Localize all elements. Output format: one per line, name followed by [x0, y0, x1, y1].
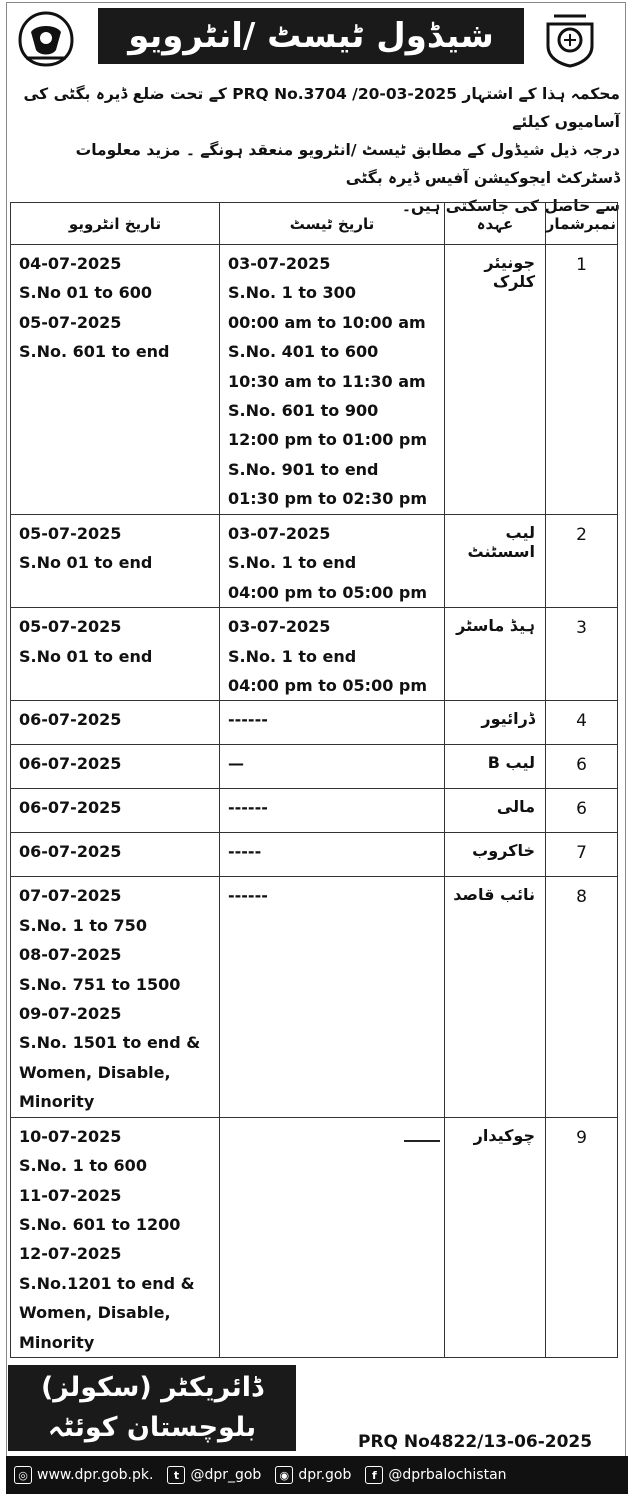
table-row [11, 1117, 618, 1357]
interview-line: 09-07-2025 [19, 1004, 122, 1024]
post-cell: نائب قاصد [445, 877, 546, 1117]
header-serial: نمبرشمار [546, 203, 618, 245]
test-cell [220, 608, 445, 701]
interview-line: S.No. 751 to 1500 [19, 974, 181, 994]
post-cell: چوکیدار [445, 1117, 546, 1357]
interview-line: Women, Disable, [19, 1062, 171, 1082]
interview-line: 06-07-2025 [19, 842, 122, 862]
serial-cell: 4 [546, 701, 618, 745]
signature-line-1: ڈائریکٹر (سکولز) [40, 1372, 264, 1403]
interview-line: Minority [19, 1332, 95, 1352]
test-line: S.No. 1 to end [228, 553, 357, 573]
test-line: S.No. 1 to end [228, 646, 357, 666]
signature-line-2: بلوچستان کوئٹہ [47, 1412, 257, 1443]
serial-cell: 6 [546, 745, 618, 789]
right-emblem-logo [540, 10, 600, 68]
interview-line: 06-07-2025 [19, 798, 122, 818]
test-cell [220, 701, 445, 745]
dash-line [404, 1140, 440, 1142]
interview-cell [11, 608, 220, 701]
intro-line-2: درجہ ذیل شیڈول کے مطابق ٹیسٹ /انٹرویو منعقد ہونگے ۔ مزید معلومات ڈسٹرکٹ ایجوکیشن آفیس ڈیرہ بگٹی [75, 141, 620, 187]
left-emblem-logo [16, 10, 76, 68]
test-cell [220, 245, 445, 515]
test-line: S.No. 601 to 900 [228, 401, 379, 421]
interview-line: S.No.1201 to end & [19, 1273, 195, 1293]
interview-cell [11, 745, 220, 789]
intro-paragraph [10, 80, 620, 220]
intro-line-1: محکمہ ہذا کے اشتہار PRQ No.3704 /20-03-2025 کے تحت ضلع ڈیرہ بگٹی کی آسامیوں کیلئے [23, 85, 620, 131]
facebook-item[interactable] [365, 1466, 506, 1484]
post-cell: جونیئر کلرک [445, 245, 546, 515]
interview-line: S.No. 1501 to end & [19, 1033, 201, 1053]
interview-line: Minority [19, 1092, 95, 1112]
serial-cell: 6 [546, 789, 618, 833]
interview-line: 05-07-2025 [19, 617, 122, 637]
table-header-row [11, 203, 618, 245]
serial-cell: 8 [546, 877, 618, 1117]
test-line: 12:00 pm to 01:00 pm [228, 430, 428, 450]
serial-cell: 2 [546, 515, 618, 608]
interview-line: S.No 01 to end [19, 553, 153, 573]
twitter-item[interactable] [167, 1466, 261, 1484]
interview-line: S.No. 1 to 750 [19, 915, 147, 935]
interview-line: Women, Disable, [19, 1303, 171, 1323]
test-line: 01:30 pm to 02:30 pm [228, 489, 428, 509]
table-row [11, 515, 618, 608]
test-line: S.No. 401 to 600 [228, 342, 379, 362]
instagram-text[interactable]: dpr.gob [298, 1467, 352, 1483]
prq-number: PRQ No4822/13-06-2025 [358, 1432, 593, 1452]
interview-line: S.No. 601 to 1200 [19, 1214, 181, 1234]
schedule-table [10, 202, 618, 1358]
serial-cell: 9 [546, 1117, 618, 1357]
test-line: ------ [228, 710, 268, 730]
twitter-text[interactable]: @dpr_gob [190, 1467, 262, 1483]
test-cell [220, 1117, 445, 1357]
globe-icon: ◎ [14, 1466, 32, 1484]
interview-cell [11, 515, 220, 608]
test-line: ----- [228, 842, 262, 862]
interview-line: 10-07-2025 [19, 1126, 122, 1146]
post-cell: ہیڈ ماسٹر [445, 608, 546, 701]
post-cell: مالی [445, 789, 546, 833]
interview-cell [11, 245, 220, 515]
test-cell [220, 877, 445, 1117]
interview-line: 08-07-2025 [19, 945, 122, 965]
interview-line: 12-07-2025 [19, 1244, 122, 1264]
table-row [11, 789, 618, 833]
header-test-date: تاریخ ٹیسٹ [220, 203, 445, 245]
interview-line: 06-07-2025 [19, 754, 122, 774]
post-cell: لیب B [445, 745, 546, 789]
instagram-icon: ◉ [275, 1466, 293, 1484]
interview-line: 05-07-2025 [19, 524, 122, 543]
header-post: عہدہ [445, 203, 546, 245]
test-cell [220, 789, 445, 833]
interview-cell [11, 877, 220, 1117]
instagram-item[interactable] [275, 1466, 351, 1484]
facebook-icon: f [365, 1466, 383, 1484]
test-line: 03-07-2025 [228, 524, 331, 543]
signature-block [8, 1365, 296, 1451]
test-line: — [228, 754, 244, 774]
test-line: 03-07-2025 [228, 254, 331, 273]
intro-line-3: سے حاصل کی جاسکتی ہیں۔ [401, 197, 620, 215]
interview-line: 04-07-2025 [19, 254, 122, 273]
serial-cell: 7 [546, 833, 618, 877]
social-bar [6, 1456, 628, 1494]
empty-test-dash [228, 1122, 444, 1151]
test-line: 10:30 am to 11:30 am [228, 371, 426, 391]
website-item[interactable] [14, 1466, 153, 1484]
test-line: ------ [228, 886, 268, 906]
table-row [11, 745, 618, 789]
table-row [11, 608, 618, 701]
website-text[interactable]: www.dpr.gob.pk. [37, 1467, 154, 1483]
facebook-text[interactable]: @dprbalochistan [388, 1467, 507, 1483]
test-cell [220, 745, 445, 789]
interview-line: S.No 01 to end [19, 646, 153, 666]
test-line: S.No. 1 to 300 [228, 283, 356, 303]
test-line: 04:00 pm to 05:00 pm [228, 676, 428, 696]
test-line: 04:00 pm to 05:00 pm [228, 582, 428, 602]
interview-cell [11, 1117, 220, 1357]
test-line: S.No. 901 to end [228, 459, 379, 479]
interview-line: 06-07-2025 [19, 710, 122, 730]
test-line: ------ [228, 798, 268, 818]
serial-cell: 3 [546, 608, 618, 701]
interview-cell [11, 701, 220, 745]
post-cell: ڈرائیور [445, 701, 546, 745]
interview-line: 05-07-2025 [19, 312, 122, 332]
table-row [11, 877, 618, 1117]
post-cell: خاکروب [445, 833, 546, 877]
interview-line: S.No 01 to 600 [19, 283, 152, 303]
interview-line: 11-07-2025 [19, 1185, 122, 1205]
post-cell: لیب اسسٹنٹ [445, 515, 546, 608]
interview-cell [11, 833, 220, 877]
test-line: 03-07-2025 [228, 617, 331, 637]
test-cell [220, 515, 445, 608]
table-row [11, 701, 618, 745]
interview-line: S.No. 1 to 600 [19, 1156, 147, 1176]
twitter-icon: t [167, 1466, 185, 1484]
test-cell [220, 833, 445, 877]
header-interview-date: تاریخ انٹرویو [11, 203, 220, 245]
serial-cell: 1 [546, 245, 618, 515]
table-row [11, 245, 618, 515]
table-row [11, 833, 618, 877]
interview-line: S.No. 601 to end [19, 342, 170, 362]
interview-cell [11, 789, 220, 833]
page-title: شیڈول ٹیسٹ /انٹرویو [98, 8, 524, 64]
test-line: 00:00 am to 10:00 am [228, 312, 426, 332]
interview-line: 07-07-2025 [19, 886, 122, 906]
